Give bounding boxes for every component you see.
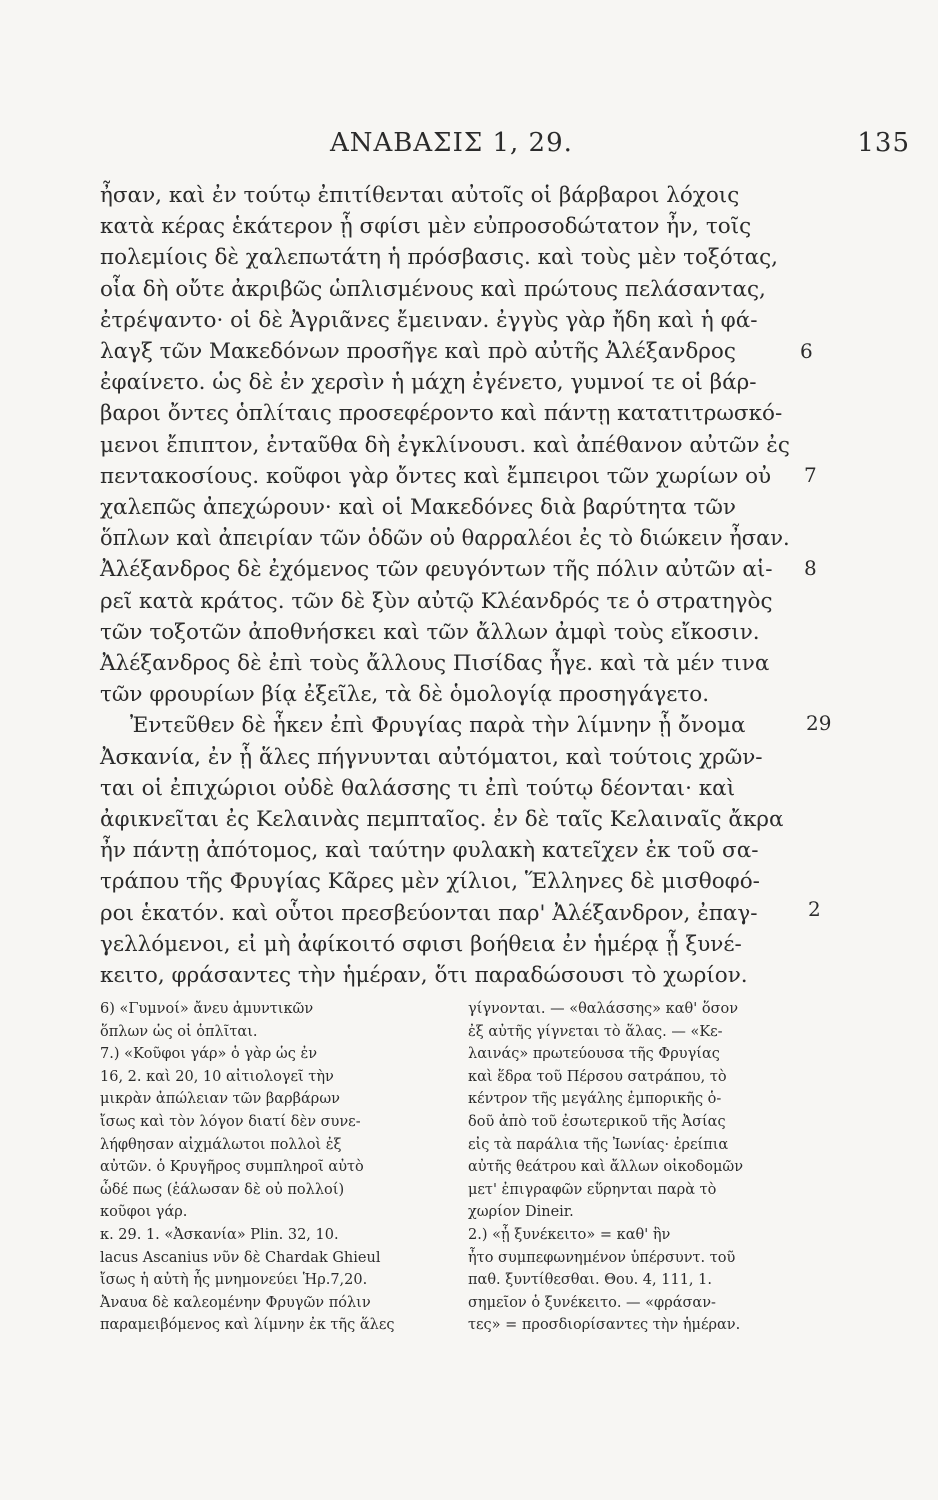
- margin-section-number: 7: [804, 463, 817, 487]
- margin-chapter-number: 29: [806, 711, 832, 735]
- note-line: ἴσως ἡ αὐτὴ ἧς μνημονεύει Ἡρ.7,20.: [100, 1272, 368, 1289]
- margin-section-number: 2: [808, 897, 821, 921]
- text-line: βαροι ὄντες ὁπλίταις προσεφέροντο καὶ πάντῃ κατατιτρωσκό-: [100, 401, 783, 427]
- text-line: ἦσαν, καὶ ἐν τούτῳ ἐπιτίθενται αὐτοῖς οἱ βάρβαροι λόχοις: [100, 183, 740, 208]
- note-line: δοῦ ἀπὸ τοῦ ἐσωτερικοῦ τῆς Ἀσίας: [468, 1113, 726, 1130]
- text-line: τράπου τῆς Φρυγίας Κᾶρες μὲν χίλιοι, Ἕλληνες δὲ μισθοφό-: [100, 869, 760, 895]
- note-line: λαινάς» πρωτεύουσα τῆς Φρυγίας: [468, 1046, 720, 1063]
- text-line: γελλόμενοι, εἰ μὴ ἀφίκοιτό σφισι βοήθεια ἐν ἡμέρᾳ ᾗ ξυνέ-: [100, 931, 742, 957]
- text-line: Ἐντεῦθεν δὲ ἧκεν ἐπὶ Φρυγίας παρὰ τὴν λίμνην ᾗ ὄνομα: [130, 713, 746, 739]
- text-line: κειτο, φράσαντες τὴν ἡμέραν, ὅτι παραδώσουσι τὸ χωρίον.: [100, 963, 748, 989]
- note-line: αὐτῶν. ὁ Κρυγῆρος συμπληροῖ αὐτὸ: [100, 1159, 364, 1176]
- note-line: ἐξ αὐτῆς γίγνεται τὸ ἅλας. — «Κε-: [468, 1023, 723, 1040]
- text-line: ρεῖ κατὰ κράτος. τῶν δὲ ξὺν αὐτῷ Κλέανδρός τε ὁ στρατηγὸς: [100, 588, 773, 614]
- running-title: ΑΝΑΒΑΣΙΣ 1, 29.: [330, 128, 573, 158]
- text-line: ὅπλων καὶ ἀπειρίαν τῶν ὁδῶν οὐ θαρραλέοι ἐς τὸ διώκειν ἦσαν.: [100, 526, 790, 552]
- note-line: σημεῖον ὁ ξυνέκειτο. — «φράσαν-: [468, 1294, 716, 1311]
- text-line: Ἀσκανία, ἐν ᾗ ἅλες πήγνυνται αὐτόματοι, καὶ τούτοις χρῶν-: [100, 744, 763, 770]
- note-line: 16, 2. καὶ 20, 10 αἰτιολογεῖ τὴν: [100, 1068, 334, 1085]
- footnotes-right-column: [468, 998, 790, 1337]
- text-line: ἦν πάντῃ ἀπότομος, καὶ ταύτην φυλακὴ κατεῖχεν ἐκ τοῦ σα-: [100, 838, 759, 864]
- text-line: ἀφικνεῖται ἐς Κελαινὰς πεμπταῖος. ἐν δὲ ταῖς Κελαιναῖς ἄκρα: [100, 807, 784, 833]
- text-line: τῶν φρουρίων βίᾳ ἐξεῖλε, τὰ δὲ ὁμολογίᾳ προσηγάγετο.: [100, 682, 710, 708]
- text-line: ἐτρέψαντο· οἱ δὲ Ἀγριᾶνες ἔμειναν. ἐγγὺς γὰρ ἤδη καὶ ἡ φά-: [100, 307, 758, 333]
- note-line: lacus Ascanius νῦν δὲ Chardak Ghieul: [100, 1249, 381, 1266]
- note-line: τες» = προσδιορίσαντες τὴν ἡμέραν.: [468, 1317, 741, 1334]
- note-line: ἴσως καὶ τὸν λόγον διατί δὲν συνε-: [100, 1113, 361, 1130]
- text-line: ἐφαίνετο. ὡς δὲ ἐν χερσὶν ἡ μάχη ἐγένετο, γυμνοί τε οἱ βάρ-: [100, 370, 757, 396]
- text-line: πολεμίοις δὲ χαλεπωτάτη ἡ πρόσβασις. καὶ τοὺς μὲν τοξότας,: [100, 245, 779, 271]
- text-line: Ἀλέξανδρος δὲ ἐπὶ τοὺς ἄλλους Πισίδας ἦγε. καὶ τὰ μέν τινα: [100, 651, 770, 677]
- text-line: Ἀλέξανδρος δὲ ἐχόμενος τῶν φευγόντων τῆς πόλιν αὐτῶν αἱ-: [100, 557, 773, 583]
- page-number: 135: [857, 128, 910, 158]
- footnotes-left-column: [100, 998, 422, 1337]
- text-line: ται οἱ ἐπιχώριοι οὐδὲ θαλάσσης τι ἐπὶ τούτῳ δέονται· καὶ: [100, 775, 736, 801]
- note-line: καὶ ἕδρα τοῦ Πέρσου σατράπου, τὸ: [468, 1068, 727, 1085]
- note-line: ὅπλων ὡς οἱ ὁπλῖται.: [100, 1023, 258, 1040]
- margin-section-number: 8: [804, 556, 817, 580]
- note-line: παθ. ξυντίθεσθαι. Θου. 4, 111, 1.: [468, 1272, 712, 1289]
- note-line: μικρὰν ἀπώλειαν τῶν βαρβάρων: [100, 1091, 340, 1108]
- note-line: 6) «Γυμνοί» ἄνευ ἀμυντικῶν: [100, 1001, 314, 1017]
- note-line: ἦτο συμπεφωνημένον ὑπέρσυντ. τοῦ: [468, 1249, 736, 1266]
- note-line: κ. 29. 1. «Ἀσκανία» Plin. 32, 10.: [100, 1226, 339, 1243]
- note-line: παραμειβόμενος καὶ λίμνην ἐκ τῆς ἅλες: [100, 1317, 395, 1334]
- note-line: 7.) «Κοῦφοι γάρ» ὁ γὰρ ὡς ἐν: [100, 1046, 318, 1063]
- note-line: 2.) «ᾗ ξυνέκειτο» = καθ' ἣν: [468, 1226, 671, 1243]
- text-line: χαλεπῶς ἀπεχώρουν· καὶ οἱ Μακεδόνες διὰ βαρύτητα τῶν: [100, 495, 737, 521]
- note-line: λήφθησαν αἰχμάλωτοι πολλοὶ ἐξ: [100, 1136, 342, 1153]
- text-line: τῶν τοξοτῶν ἀποθνήσκει καὶ τῶν ἄλλων ἀμφὶ τοὺς εἴκοσιν.: [100, 619, 760, 645]
- note-line: μετ' ἐπιγραφῶν εὕρηνται παρὰ τὸ: [468, 1181, 717, 1198]
- note-line: εἰς τὰ παράλια τῆς Ἰωνίας· ἐρείπια: [468, 1136, 729, 1153]
- text-line: πεντακοσίους. κοῦφοι γὰρ ὄντες καὶ ἔμπειροι τῶν χωρίων οὐ: [100, 463, 772, 489]
- text-line: οἷα δὴ οὔτε ἀκριβῶς ὡπλισμένους καὶ πρώτους πελάσαντας,: [100, 276, 766, 302]
- margin-section-number: 6: [800, 339, 813, 363]
- note-line: κέντρον τῆς μεγάλης ἐμπορικῆς ὁ-: [468, 1091, 722, 1108]
- text-line: ροι ἑκατόν. καὶ οὗτοι πρεσβεύονται παρ' Ἀλέξανδρον, ἐπαγ-: [100, 900, 758, 926]
- note-line: ὧδέ πως (ἑάλωσαν δὲ οὐ πολλοί): [100, 1181, 345, 1198]
- text-line: λαγξ τῶν Μακεδόνων προσῆγε καὶ πρὸ αὐτῆς Ἀλέξανδρος: [100, 339, 736, 365]
- note-line: χωρίον Dineir.: [468, 1204, 574, 1221]
- text-line: κατὰ κέρας ἑκάτερον ᾗ σφίσι μὲν εὐπροσοδώτατον ἦν, τοῖς: [100, 214, 752, 240]
- page-header: [60, 128, 910, 168]
- main-text: [100, 180, 790, 991]
- note-line: Ἀναυα δὲ καλεομένην Φρυγῶν πόλιν: [100, 1294, 371, 1311]
- note-line: αὐτῆς θεάτρου καὶ ἄλλων οἰκοδομῶν: [468, 1159, 744, 1176]
- text-line: μενοι ἔπιπτον, ἐνταῦθα δὴ ἐγκλίνουσι. καὶ ἀπέθανον αὐτῶν ἐς: [100, 432, 790, 458]
- note-line: κοῦφοι γάρ.: [100, 1204, 188, 1221]
- note-line: γίγνονται. — «θαλάσσης» καθ' ὅσον: [468, 1001, 739, 1017]
